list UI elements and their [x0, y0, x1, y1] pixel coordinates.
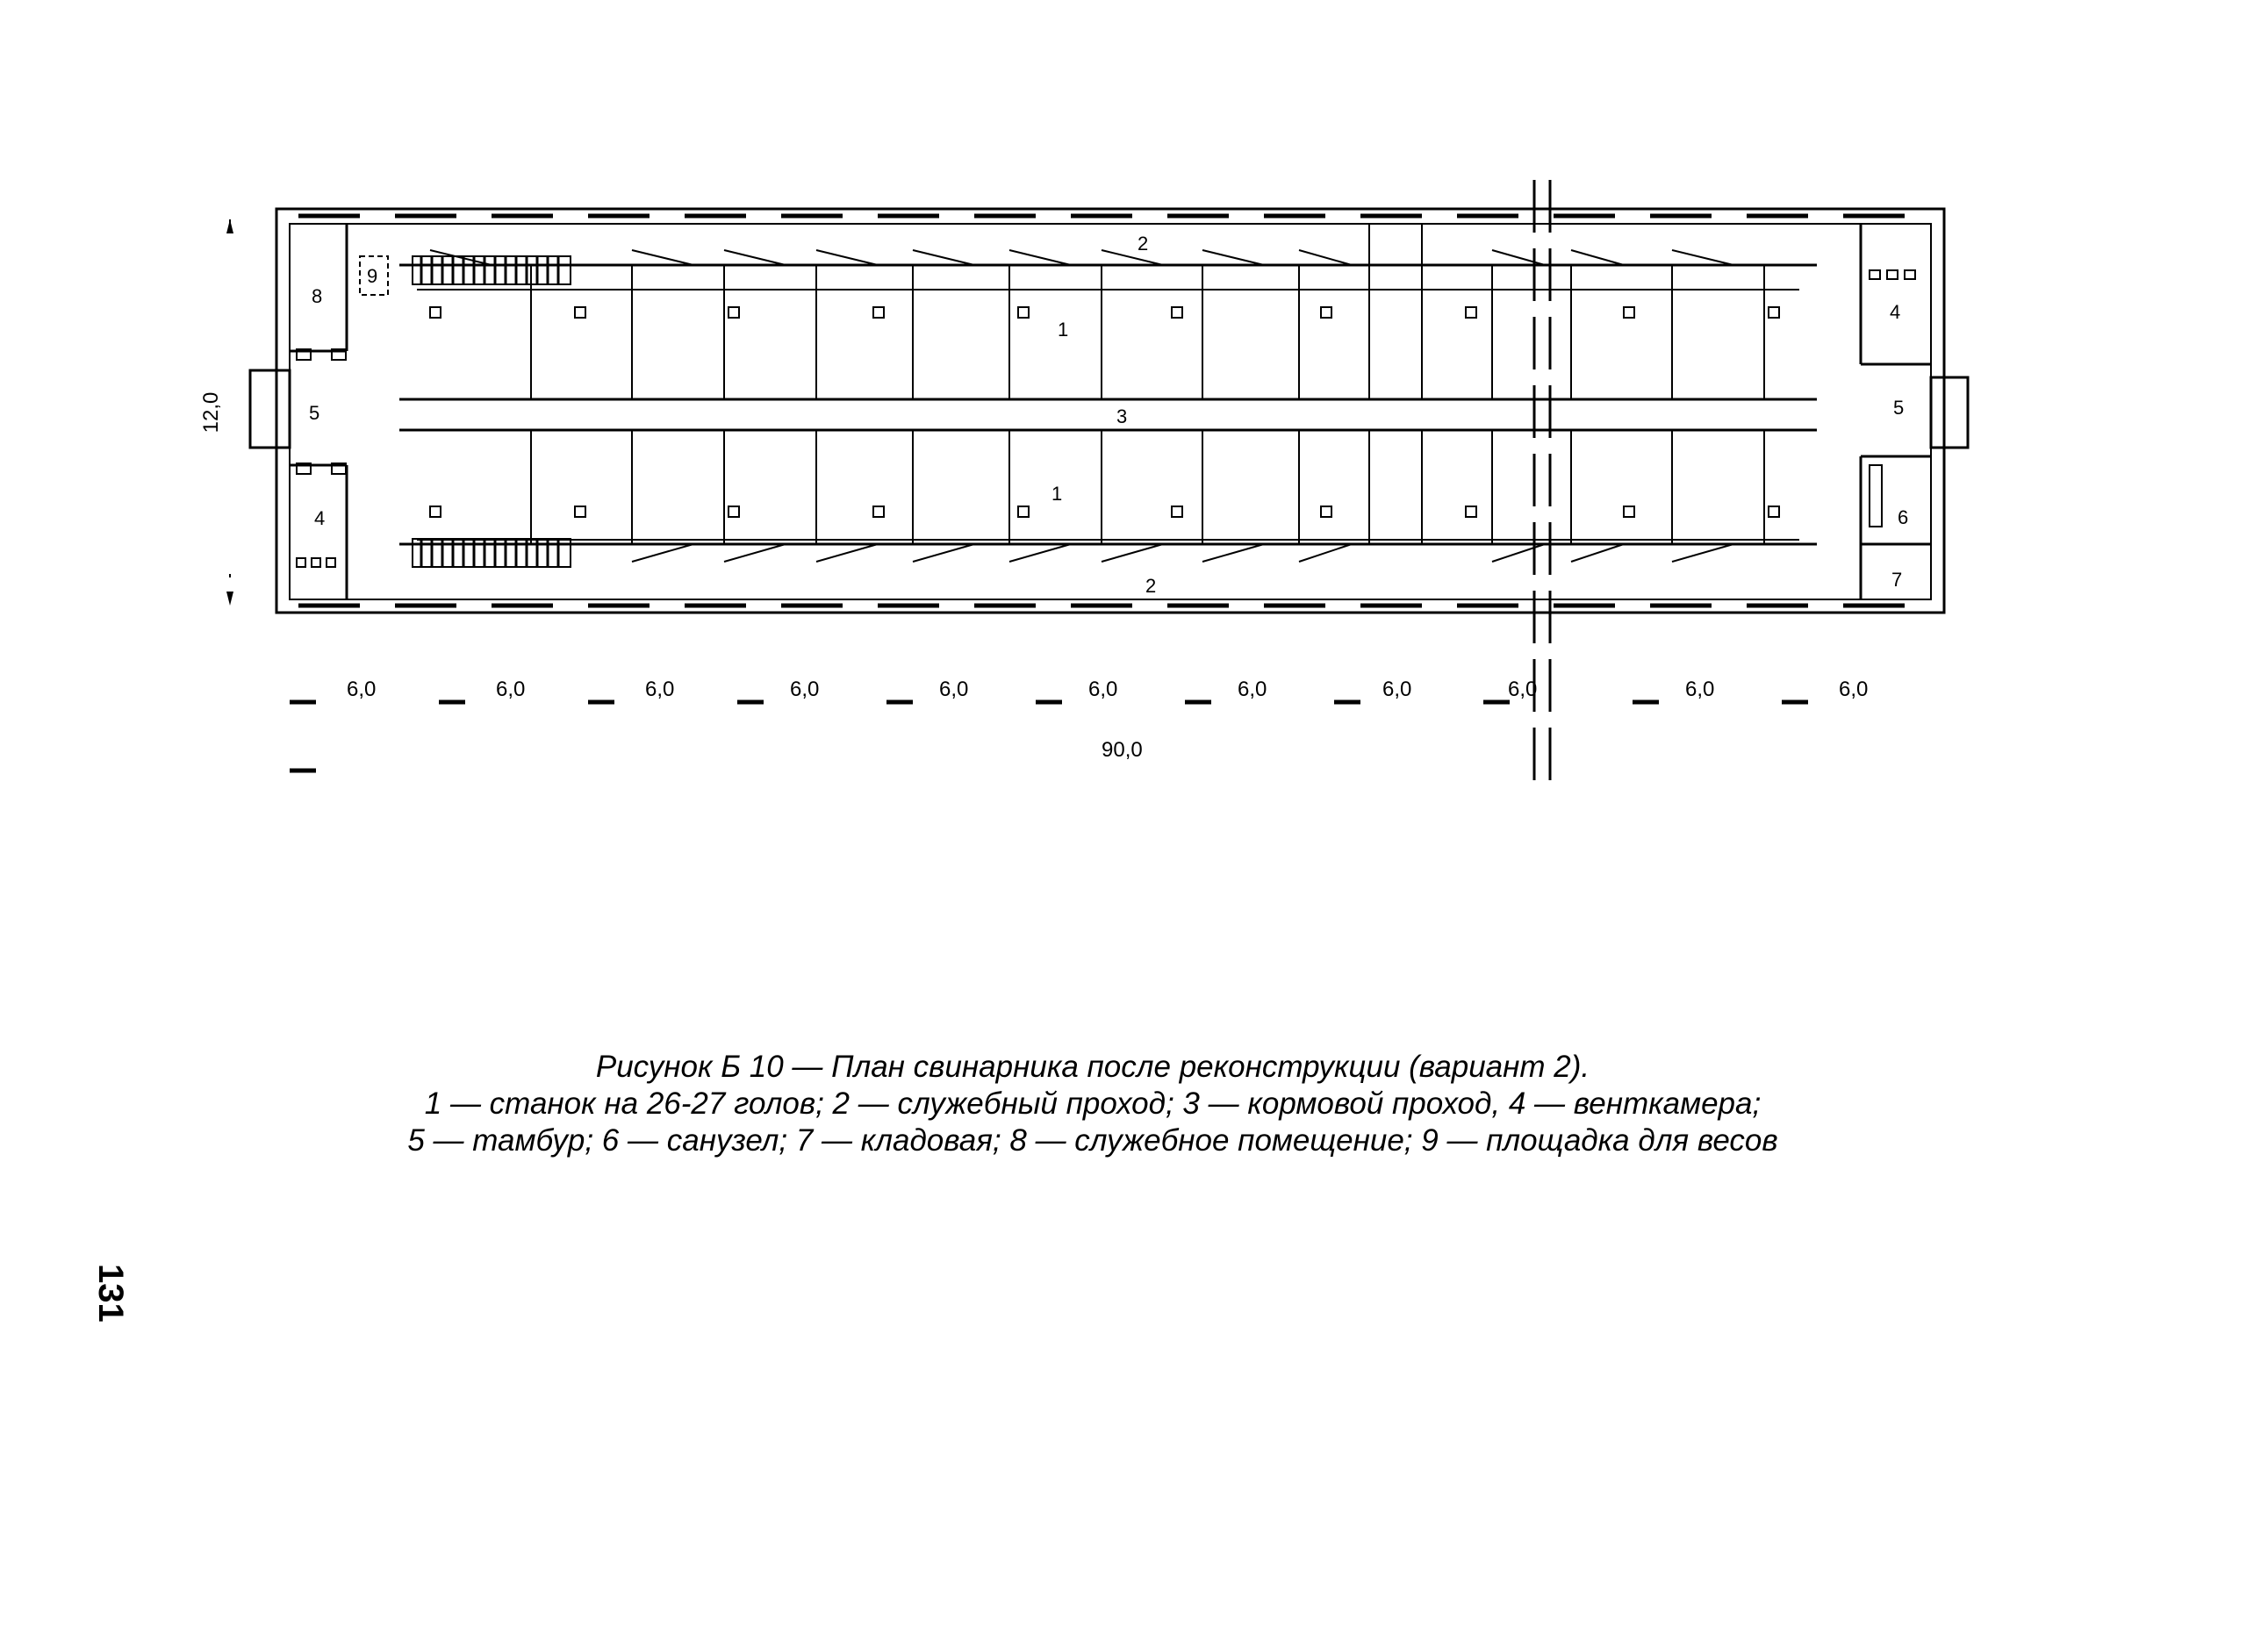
label-1-bottom: 1 [1051, 483, 1063, 505]
bay-dim-3: 6,0 [645, 678, 675, 701]
label-3: 3 [1116, 405, 1128, 427]
bay-dim-6: 6,0 [1088, 678, 1118, 701]
label-4-right: 4 [1890, 301, 1901, 323]
page-number: 131 [91, 1264, 130, 1323]
label-5-left: 5 [309, 402, 320, 424]
caption-legend-line2: 5 — тамбур; 6 — санузел; 7 — кладовая; 8 — служебное помещение; 9 — площадка для весов [407, 1123, 1778, 1158]
bay-dim-8: 6,0 [1382, 678, 1412, 701]
label-7: 7 [1891, 569, 1903, 591]
left-vestibule [250, 370, 290, 448]
width-dimension: 12,0 [199, 391, 223, 434]
label-2-top: 2 [1138, 233, 1149, 255]
label-1-top: 1 [1058, 319, 1069, 341]
bay-dim-11: 6,0 [1839, 678, 1869, 701]
bay-dim-5: 6,0 [939, 678, 969, 701]
bay-dim-2: 6,0 [496, 678, 526, 701]
bay-dim-9: 6,0 [1508, 678, 1538, 701]
label-5-right: 5 [1893, 397, 1905, 419]
bay-dim-1: 6,0 [347, 678, 377, 701]
caption-legend-line1: 1 — станок на 26-27 голов; 2 — служебный проход; 3 — кормовой проход, 4 — венткамера; [424, 1087, 1762, 1121]
label-8: 8 [312, 285, 323, 307]
right-vestibule [1931, 377, 1968, 448]
label-2-bottom: 2 [1145, 575, 1157, 597]
label-6: 6 [1898, 506, 1909, 528]
bay-dim-7: 6,0 [1238, 678, 1267, 701]
bay-dim-10: 6,0 [1685, 678, 1715, 701]
label-4-left: 4 [314, 507, 326, 529]
bay-dim-4: 6,0 [790, 678, 820, 701]
label-9: 9 [367, 265, 378, 287]
caption-title: Рисунок Б 10 — План свинарника после реконструкции (вариант 2). [595, 1050, 1590, 1084]
figure-caption [132, 1049, 2054, 1159]
total-length: 90,0 [1102, 738, 1143, 762]
